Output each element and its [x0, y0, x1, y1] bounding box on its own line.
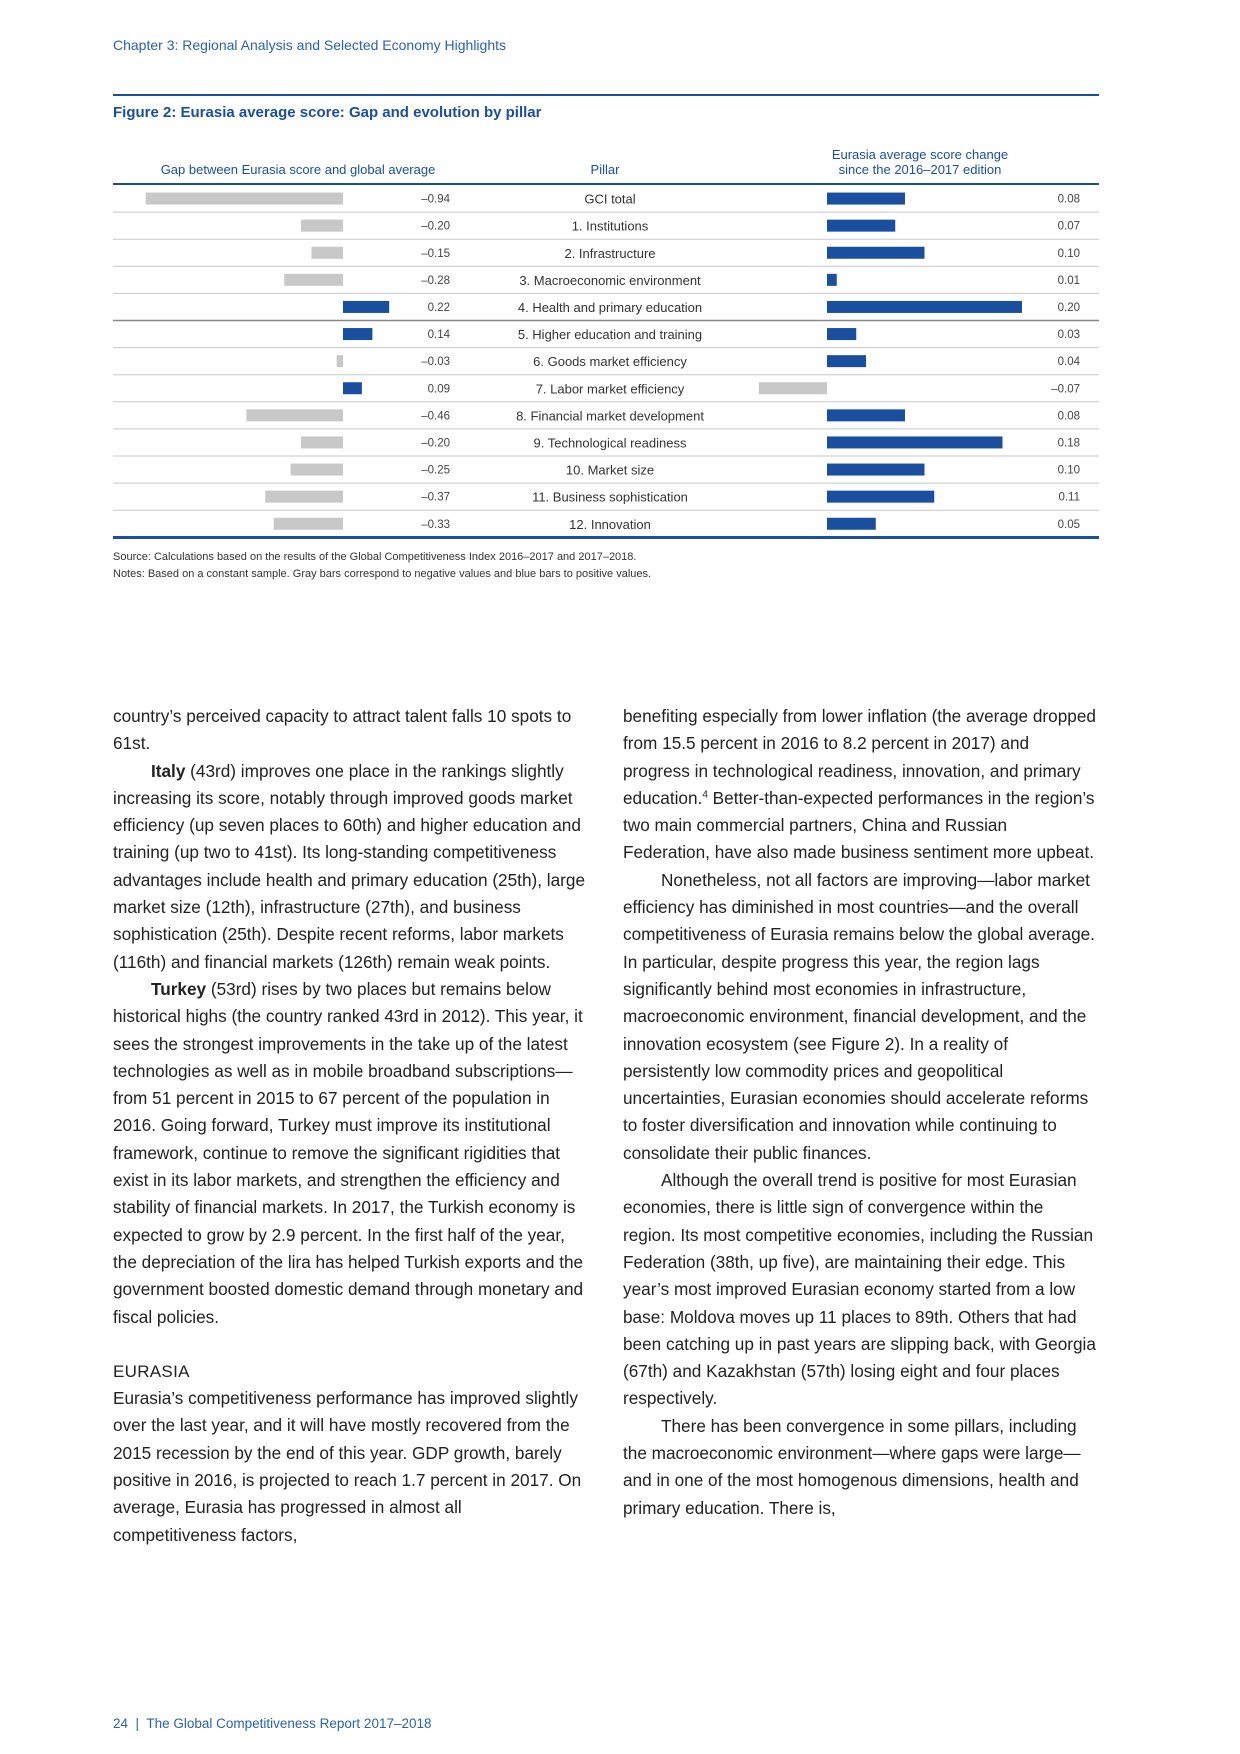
paragraph: Eurasia’s competitiveness performance has improved slightly over the last year, and it will have mostly recovered from the 2015 recession by the end of this year. GDP growth, barely positive in 2016, is projected to reach 1.7 percent in 2017. On average, Eurasia has progressed in almost all competitiveness factors,: [113, 1388, 582, 1545]
gap-value-label: –0.37: [421, 491, 450, 504]
column-header-pillar: Pillar: [590, 162, 620, 177]
change-value-label: 0.10: [1057, 247, 1080, 260]
country-name-italy: Italy: [151, 760, 186, 781]
change-bar: [827, 247, 925, 259]
paragraph: There has been convergence in some pillars, including the macroeconomic environment—where gaps were large—and in one of the most homogenous dimensions, health and primary education. There is,: [623, 1415, 1081, 1518]
gap-value-label: 0.09: [427, 383, 450, 396]
figure-source: Source: Calculations based on the results of the Global Competitiveness Index 2016–2017 and 2017–2018.: [113, 551, 637, 563]
figure-bottom-rule: [113, 536, 1099, 539]
footnote-ref: 4: [702, 789, 708, 801]
change-bar: [759, 382, 827, 394]
gap-value-label: –0.15: [421, 247, 450, 260]
pillar-label: 8. Financial market development: [516, 408, 704, 424]
gap-value-label: –0.94: [421, 193, 450, 206]
change-bar: [827, 274, 837, 286]
gap-value-label: –0.28: [421, 274, 450, 287]
change-value-label: 0.11: [1058, 491, 1080, 504]
change-bar: [827, 220, 895, 232]
body-column-right: [623, 703, 1097, 1522]
gap-bar: [301, 436, 343, 448]
paragraph: [623, 703, 1097, 867]
pillar-label: GCI total: [584, 191, 636, 207]
paragraph-text: benefiting especially from lower inflation (the average dropped from 15.5 percent in 2016 to 8.2 percent in 2017) and progress in technological readiness, innovation, and primary education.: [623, 706, 1096, 808]
pillar-label: 11. Business sophistication: [532, 489, 688, 505]
pillar-label: 1. Institutions: [571, 218, 649, 234]
change-value-label: 0.05: [1057, 518, 1080, 531]
change-bar: [827, 464, 925, 476]
paragraph: Although the overall trend is positive for most Eurasian economies, there is little sign of convergence within the region. Its most competitive economies, including the Russian Federation (38th, up five), are maintaining their edge. This year’s most improved Eurasian economy started from a low base: Moldova moves up 11 places to 89th. Others that had been catching up in past years are slipping back, with Georgia (67th) and Kazakhstan (57th) losing eight and four places respectively.: [623, 1170, 1096, 1409]
gap-bar: [291, 464, 344, 476]
gap-value-label: –0.03: [421, 356, 450, 369]
change-bar: [827, 518, 876, 530]
pillar-chart: [0, 0, 1240, 560]
paragraph-text: (53rd) rises by two places but remains below historical highs (the country ranked 43rd in 2012). This year, it sees the strongest improvements in the take up of the latest technologies as well as in mobile broadband subscriptions—from 51 percent in 2015 to 67 percent of the population in 2016. Going forward, Turkey must improve its institutional framework, continue to remove the significant rigidities that exist in its labor markets, and strengthen the efficiency and stability of financial markets. In 2017, the Turkish economy is expected to grow by 2.9 percent. In the first half of the year, the depreciation of the lira has helped Turkish exports and the government boosted domestic demand through monetary and fiscal policies.: [113, 978, 584, 1327]
section-heading-eurasia: EURASIA: [113, 1361, 190, 1381]
pillar-label: 10. Market size: [565, 462, 655, 478]
gap-bar: [246, 409, 343, 421]
gap-bar: [343, 301, 389, 313]
change-bar: [827, 436, 1003, 448]
gap-value-label: –0.20: [421, 220, 450, 233]
change-value-label: 0.04: [1057, 356, 1080, 369]
paragraph-turkey: [113, 976, 587, 1331]
paragraph-italy: [113, 758, 587, 976]
gap-value-label: 0.22: [427, 301, 450, 314]
figure-title: Figure 2: Eurasia average score: Gap and evolution by pillar: [113, 104, 542, 121]
column-header-change-line2: since the 2016–2017 edition: [838, 162, 1002, 177]
gap-bar: [312, 247, 344, 259]
gap-bar: [343, 328, 372, 340]
change-bar: [827, 491, 934, 503]
gap-bar: [284, 274, 343, 286]
gap-value-label: –0.25: [421, 464, 450, 477]
gap-value-label: 0.14: [427, 329, 450, 342]
change-value-label: –0.07: [1051, 383, 1080, 396]
column-header-gap: Gap between Eurasia score and global average: [160, 162, 436, 177]
running-head: Chapter 3: Regional Analysis and Selected Economy Highlights: [113, 37, 507, 53]
change-value-label: 0.03: [1057, 329, 1080, 342]
change-bar: [827, 193, 905, 205]
gap-value-label: –0.20: [421, 437, 450, 450]
pillar-label: 4. Health and primary education: [517, 299, 703, 315]
paragraph-text: Better-than-expected performances in the region’s two main commercial partners, China and Russian Federation, have also made business sentiment more upbeat.: [623, 787, 1095, 863]
gap-bar: [274, 518, 343, 530]
pillar-label: 12. Innovation: [569, 516, 651, 532]
change-bar: [827, 409, 905, 421]
gap-bar: [301, 220, 343, 232]
footer-separator: |: [135, 1716, 140, 1731]
pillar-label: 6. Goods market efficiency: [533, 354, 687, 370]
change-bar: [827, 328, 856, 340]
pillar-label: 3. Macroeconomic environment: [519, 272, 701, 288]
pillar-label: 7. Labor market efficiency: [535, 381, 685, 397]
change-value-label: 0.08: [1057, 410, 1080, 423]
column-header-change-line1: Eurasia average score change: [831, 147, 1009, 162]
gap-value-label: –0.33: [421, 518, 450, 531]
body-column-left: [113, 703, 587, 1549]
change-value-label: 0.07: [1057, 220, 1080, 233]
gap-value-label: –0.46: [421, 410, 450, 423]
change-value-label: 0.20: [1057, 301, 1080, 314]
change-value-label: 0.10: [1057, 464, 1080, 477]
report-title: The Global Competitiveness Report 2017–2018: [146, 1716, 432, 1731]
paragraph-text: (43rd) improves one place in the rankings slightly increasing its score, notably through improved goods market efficiency (up seven places to 60th) and higher education and training (up two to 41st). Its long-standing competitiveness advantages include health and primary education (25th), large market size (12th), infrastructure (27th), and business sophistication (25th). Despite recent reforms, labor markets (116th) and financial markets (126th) remain weak points.: [113, 760, 586, 972]
change-value-label: 0.08: [1057, 193, 1080, 206]
country-name-turkey: Turkey: [151, 978, 207, 999]
pillar-label: 5. Higher education and training: [517, 327, 703, 343]
page-number: 24: [113, 1716, 129, 1731]
gap-bar: [337, 355, 343, 367]
gap-bar: [146, 193, 343, 205]
pillar-label: 9. Technological readiness: [533, 435, 687, 451]
change-value-label: 0.01: [1057, 274, 1080, 287]
change-bar: [827, 355, 866, 367]
change-value-label: 0.18: [1057, 437, 1080, 450]
page-footer: [113, 1716, 432, 1731]
paragraph: Nonetheless, not all factors are improving—labor market efficiency has diminished in most countries—and the overall competitiveness of Eurasia remains below the global average. In particular, despite progress this year, the region lags significantly behind most economies in infrastructure, macroeconomic environment, financial development, and the innovation ecosystem (see Figure 2). In a reality of persistently low commodity prices and geopolitical uncertainties, Eurasian economies should accelerate reforms to foster diversification and innovation while continuing to consolidate their public finances.: [623, 869, 1095, 1163]
change-bar: [827, 301, 1022, 313]
pillar-label: 2. Infrastructure: [564, 245, 656, 261]
paragraph: country’s perceived capacity to attract talent falls 10 spots to 61st.: [113, 706, 572, 754]
gap-bar: [343, 382, 362, 394]
figure-notes: Notes: Based on a constant sample. Gray bars correspond to negative values and blue bars to positive values.: [113, 568, 652, 580]
gap-bar: [265, 491, 343, 503]
